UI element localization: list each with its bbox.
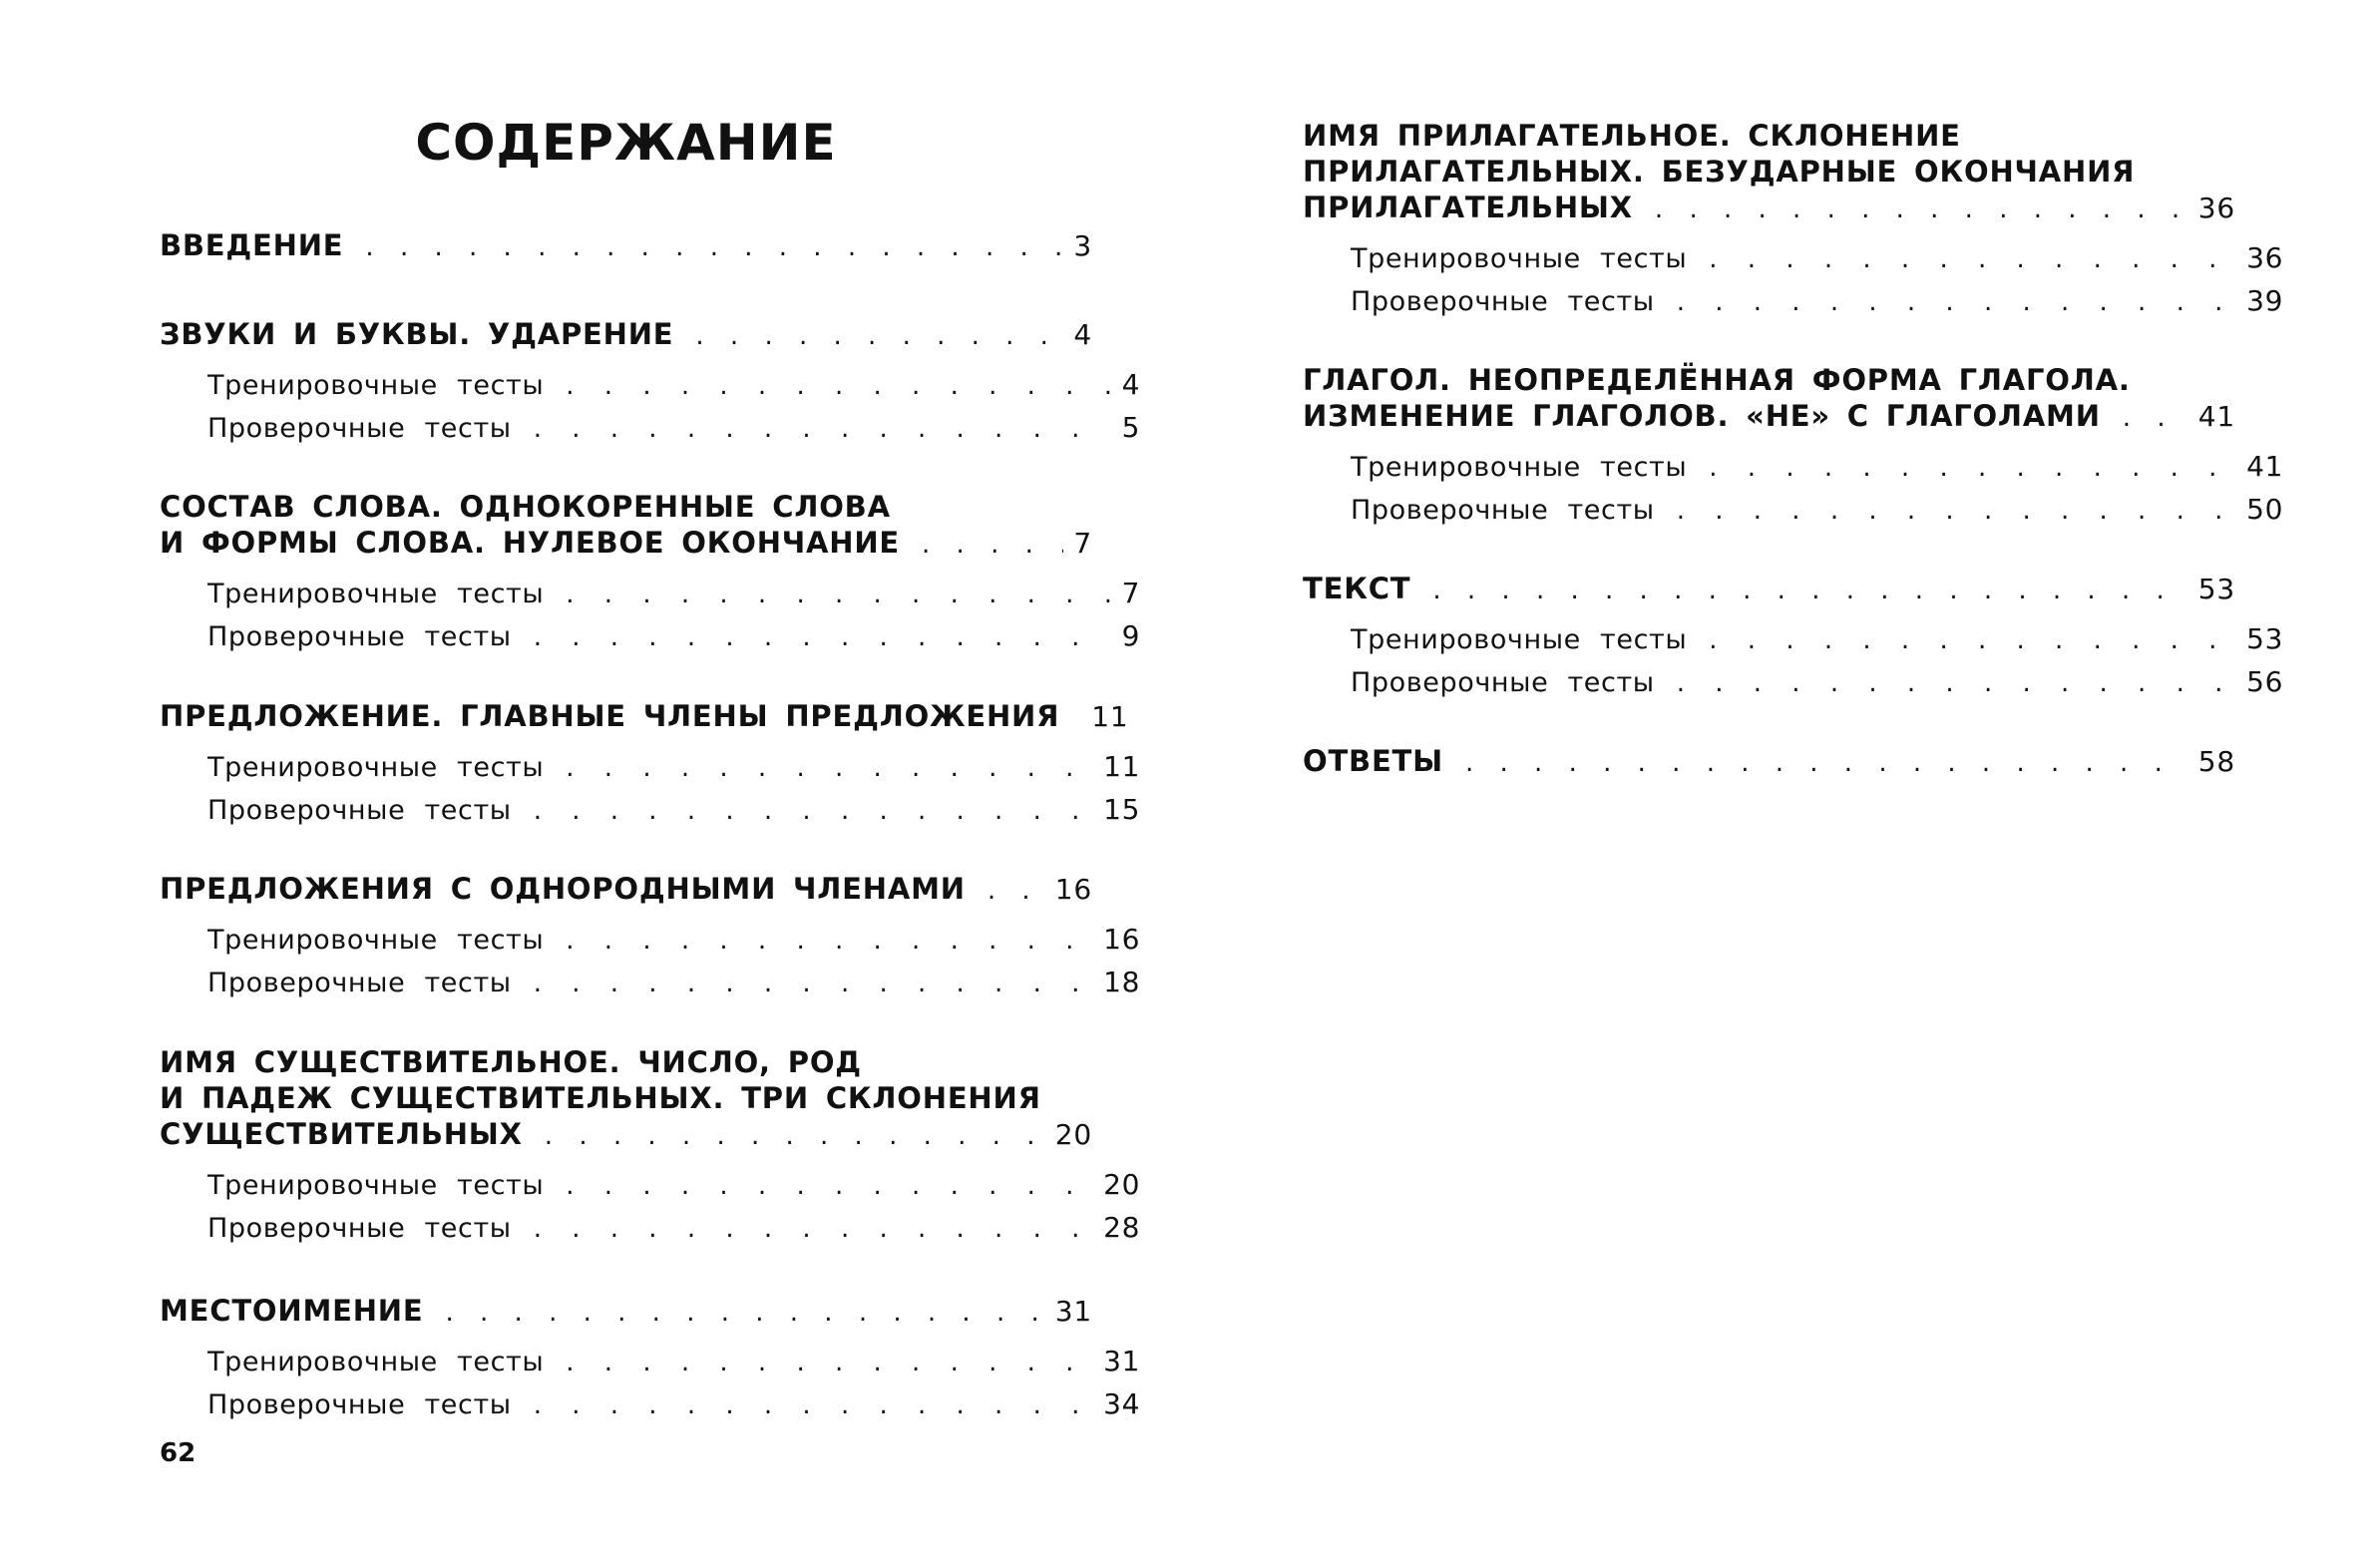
toc-section-sentence: [160, 698, 1140, 832]
toc-page-number: 20: [1103, 1168, 1140, 1201]
toc-page-number: 56: [2246, 665, 2283, 698]
toc-subentry-label: Проверочные тесты: [207, 621, 512, 652]
toc-subentry-label: Тренировочные тесты: [207, 752, 545, 783]
toc-heading-line: ИМЯ ПРИЛАГАТЕЛЬНОЕ. СКЛОНЕНИЕ: [1303, 119, 1961, 153]
toc-page-number: 53: [2246, 622, 2283, 655]
toc-subentries: [160, 573, 1140, 658]
toc-subentry-check[interactable]: [1303, 489, 2283, 532]
toc-subentry-label: Тренировочные тесты: [207, 1170, 545, 1201]
toc-heading-entry[interactable]: [1303, 190, 2235, 227]
toc-subentries: [1303, 618, 2283, 704]
toc-subentry-check[interactable]: [160, 789, 1140, 832]
toc-section-sounds-letters: [160, 316, 1140, 450]
toc-subentry-check[interactable]: [160, 407, 1140, 450]
toc-page-number: 28: [1103, 1211, 1140, 1244]
dot-leader: [534, 790, 1093, 832]
toc-page-number: 41: [2246, 450, 2283, 483]
toc-section-homogeneous: [160, 871, 1140, 1004]
toc-subentry-check[interactable]: [1303, 280, 2283, 323]
toc-subentries: [1303, 237, 2283, 323]
toc-subentry-label: Проверочные тесты: [1351, 286, 1655, 317]
toc-subentry-training[interactable]: [160, 919, 1140, 962]
dot-leader: [534, 408, 1112, 450]
toc-subentry-check[interactable]: [1303, 661, 2283, 704]
toc-page-number: 53: [2197, 573, 2235, 605]
toc-subentry-label: Тренировочные тесты: [207, 1347, 545, 1377]
toc-page-number: 20: [1054, 1118, 1092, 1151]
toc-heading-line: И ПАДЕЖ СУЩЕСТВИТЕЛЬНЫХ. ТРИ СКЛОНЕНИЯ: [160, 1081, 1041, 1115]
dot-leader: [566, 1165, 1093, 1207]
toc-page-number: 11: [1091, 700, 1129, 733]
dot-leader: [1465, 745, 2188, 781]
toc-page-number: 50: [2246, 493, 2283, 526]
dot-leader: [365, 229, 1063, 265]
toc-page-number: 36: [2246, 241, 2283, 274]
toc-page-number: 58: [2197, 745, 2235, 778]
dot-leader: [534, 963, 1093, 1004]
toc-heading-label: СУЩЕСТВИТЕЛЬНЫХ: [160, 1117, 523, 1151]
toc-page-number: 5: [1121, 411, 1140, 444]
toc-page-number: 16: [1103, 923, 1140, 956]
toc-subentries: [160, 364, 1140, 450]
toc-page-number: 16: [1054, 873, 1092, 906]
toc-subentry-label: Тренировочные тесты: [207, 925, 545, 956]
toc-page-number: 7: [1121, 577, 1140, 609]
toc-page-number: 18: [1103, 966, 1140, 998]
toc-subentries: [160, 1164, 1140, 1250]
toc-heading-entry[interactable]: [1303, 571, 2235, 608]
toc-page-number: 4: [1073, 318, 1092, 351]
dot-leader: [534, 616, 1112, 658]
toc-heading-entry[interactable]: [1303, 743, 2235, 781]
toc-page-number: 3: [1073, 229, 1092, 262]
toc-subentry-label: Тренировочные тесты: [1351, 624, 1688, 655]
toc-subentry-training[interactable]: [1303, 446, 2283, 489]
toc-heading-entry[interactable]: [160, 1293, 1092, 1331]
toc-subentry-training[interactable]: [1303, 618, 2283, 661]
toc-heading-line: ИМЯ СУЩЕСТВИТЕЛЬНОЕ. ЧИСЛО, РОД: [160, 1045, 862, 1079]
toc-subentry-check[interactable]: [160, 962, 1140, 1004]
dot-leader: [1655, 192, 2188, 227]
toc-subentry-label: Тренировочные тесты: [207, 370, 545, 401]
dot-leader: [1709, 238, 2236, 280]
dot-leader: [445, 1295, 1044, 1331]
toc-subentry-label: Проверочные тесты: [207, 795, 512, 826]
dot-leader: [922, 527, 1063, 563]
toc-subentry-label: Тренировочные тесты: [1351, 243, 1688, 274]
toc-section-word-structure: [160, 489, 1140, 658]
toc-heading-line: СОСТАВ СЛОВА. ОДНОКОРЕННЫЕ СЛОВА: [160, 490, 891, 524]
toc-heading-line: ГЛАГОЛ. НЕОПРЕДЕЛЁННАЯ ФОРМА ГЛАГОЛА.: [1303, 363, 2131, 397]
toc-heading-label: ПРЕДЛОЖЕНИЯ С ОДНОРОДНЫМИ ЧЛЕНАМИ: [160, 872, 966, 906]
dot-leader: [1432, 573, 2187, 608]
dot-leader: [1677, 662, 2236, 704]
toc-heading-label: ПРИЛАГАТЕЛЬНЫХ: [1303, 191, 1633, 224]
dot-leader: [534, 1384, 1093, 1426]
toc-heading-entry[interactable]: [1303, 398, 2235, 436]
toc-page-number: 36: [2197, 192, 2235, 224]
dot-leader: [566, 920, 1093, 962]
toc-heading-line: ПРИЛАГАТЕЛЬНЫХ. БЕЗУДАРНЫЕ ОКОНЧАНИЯ: [1303, 155, 2136, 189]
toc-subentries: [1303, 446, 2283, 532]
toc-page-number: 31: [1054, 1295, 1092, 1328]
toc-subentry-label: Проверочные тесты: [207, 1389, 512, 1420]
page-number: 62: [160, 1438, 197, 1468]
toc-section-noun: [160, 1044, 1140, 1250]
dot-leader: [988, 873, 1045, 909]
toc-page-number: 11: [1103, 750, 1140, 783]
toc-page-number: 4: [1121, 368, 1140, 401]
toc-subentry-training[interactable]: [160, 1164, 1140, 1207]
toc-subentry-label: Тренировочные тесты: [207, 579, 545, 609]
toc-subentry-label: Проверочные тесты: [207, 413, 512, 444]
toc-heading-entry[interactable]: [160, 871, 1092, 909]
toc-section-verb: [1303, 362, 2283, 532]
dot-leader: [1677, 490, 2236, 532]
dot-leader: [1709, 619, 2236, 661]
dot-leader: [2123, 400, 2188, 436]
toc-page-number: 41: [2197, 400, 2235, 433]
toc-heading-entry[interactable]: [160, 525, 1092, 563]
toc-section-introduction: [160, 227, 1092, 265]
dot-leader: [566, 574, 1111, 615]
dot-leader: [545, 1118, 1045, 1154]
toc-heading-label: И ФОРМЫ СЛОВА. НУЛЕВОЕ ОКОНЧАНИЕ: [160, 526, 901, 560]
toc-subentry-training[interactable]: [160, 573, 1140, 615]
toc-subentry-label: Проверочные тесты: [1351, 667, 1655, 698]
toc-section-pronoun: [160, 1293, 1140, 1426]
toc-page-number: 31: [1103, 1345, 1140, 1377]
dot-leader: [1709, 447, 2236, 489]
toc-heading-entry[interactable]: [160, 227, 1092, 265]
toc-heading-label: ЗВУКИ И БУКВЫ. УДАРЕНИЕ: [160, 317, 674, 351]
toc-page-number: 15: [1103, 793, 1140, 826]
toc-subentry-label: Проверочные тесты: [207, 968, 512, 998]
toc-heading-entry[interactable]: [160, 1116, 1092, 1154]
toc-subentries: [160, 1341, 1140, 1426]
toc-heading-label: МЕСТОИМЕНИЕ: [160, 1294, 424, 1328]
toc-subentry-check[interactable]: [160, 1383, 1140, 1426]
toc-subentry-check[interactable]: [160, 615, 1140, 658]
dot-leader: [695, 318, 1063, 354]
toc-subentry-check[interactable]: [160, 1207, 1140, 1250]
toc-heading-entry[interactable]: [160, 698, 1129, 736]
toc-heading-label: ОТВЕТЫ: [1303, 744, 1443, 778]
toc-heading-label: ПРЕДЛОЖЕНИЕ. ГЛАВНЫЕ ЧЛЕНЫ ПРЕДЛОЖЕНИЯ: [160, 699, 1060, 733]
toc-heading-label: ВВЕДЕНИЕ: [160, 228, 344, 262]
toc-section-answers: [1303, 743, 2235, 781]
toc-page-number: 7: [1073, 527, 1092, 560]
toc-heading-entry[interactable]: [160, 316, 1092, 354]
toc-page-number: 9: [1121, 619, 1140, 652]
dot-leader: [566, 1342, 1093, 1383]
dot-leader: [566, 365, 1111, 407]
dot-leader: [1677, 281, 2236, 323]
toc-subentry-label: Проверочные тесты: [1351, 495, 1655, 526]
toc-section-adjective: [1303, 118, 2283, 323]
toc-heading-label: ИЗМЕНЕНИЕ ГЛАГОЛОВ. «НЕ» С ГЛАГОЛАМИ: [1303, 399, 2101, 433]
dot-leader: [566, 747, 1093, 789]
page-title: СОДЕРЖАНИЕ: [415, 114, 837, 172]
toc-subentries: [160, 919, 1140, 1004]
toc-subentry-training[interactable]: [160, 746, 1140, 789]
dot-leader: [534, 1208, 1093, 1250]
toc-page-number: 34: [1103, 1387, 1140, 1420]
toc-subentry-training[interactable]: [1303, 237, 2283, 280]
toc-section-text: [1303, 571, 2283, 704]
toc-subentry-label: Тренировочные тесты: [1351, 452, 1688, 483]
toc-subentry-training[interactable]: [160, 1341, 1140, 1383]
toc-subentry-training[interactable]: [160, 364, 1140, 407]
toc-page-number: 39: [2246, 284, 2283, 317]
toc-subentries: [160, 746, 1140, 832]
toc-subentry-label: Проверочные тесты: [207, 1213, 512, 1244]
toc-heading-label: ТЕКСТ: [1303, 572, 1411, 605]
